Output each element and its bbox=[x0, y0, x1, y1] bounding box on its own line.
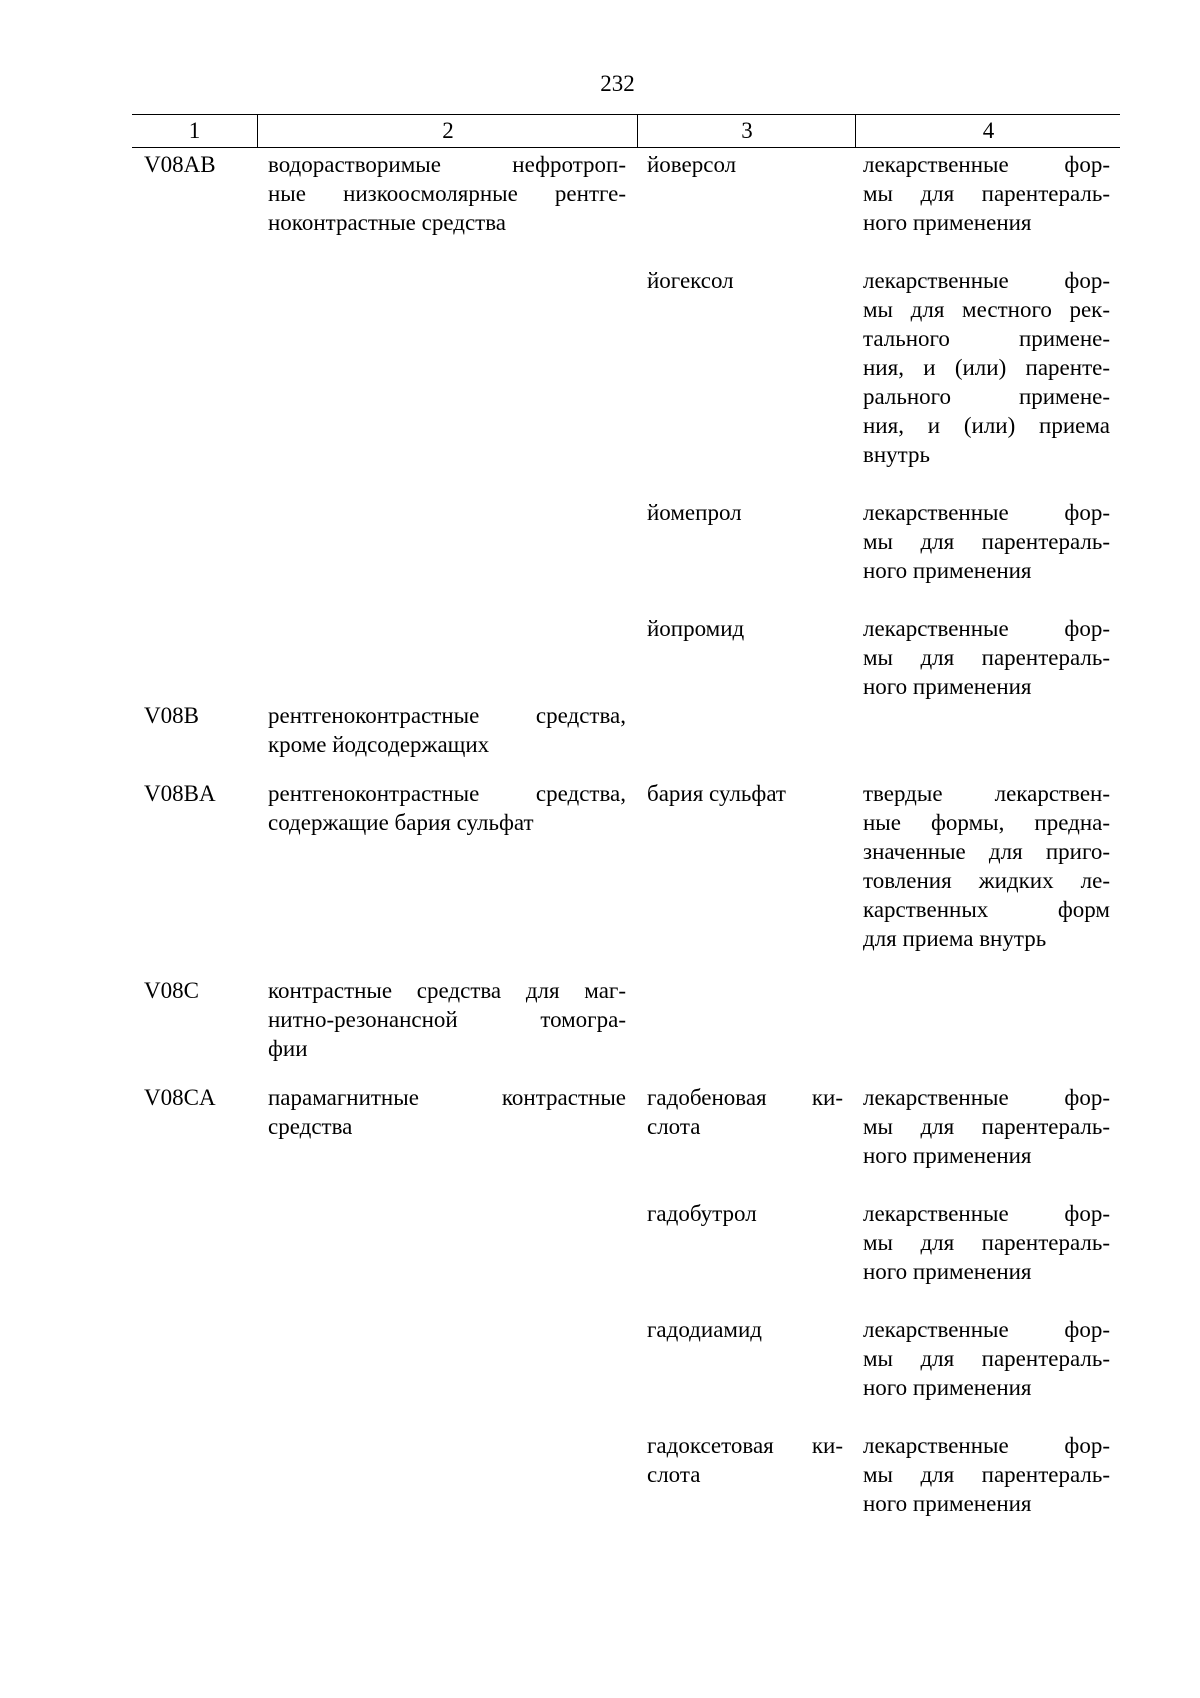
dosage-form bbox=[863, 1431, 1110, 1518]
group-name-line: средства bbox=[268, 1114, 353, 1139]
atc-code: V08B bbox=[144, 703, 199, 728]
drug-name-line: гадобеновая ки- bbox=[647, 1085, 843, 1110]
dosage-form-line: твердые лекарствен- bbox=[863, 781, 1110, 806]
dosage-form-line: ния, и (или) паренте- bbox=[863, 355, 1110, 380]
dosage-form-line: ного применения bbox=[863, 674, 1032, 699]
dosage-form-line: мы для парентераль- bbox=[863, 181, 1110, 206]
page-number: 232 bbox=[600, 71, 635, 96]
dosage-form-line: ного применения bbox=[863, 1143, 1032, 1168]
dosage-form-line: лекарственные фор- bbox=[863, 616, 1110, 641]
dosage-form-line: мы для парентераль- bbox=[863, 1462, 1110, 1487]
atc-code: V08C bbox=[144, 978, 199, 1003]
group-name bbox=[268, 779, 626, 837]
group-name-line: кроме йодсодержащих bbox=[268, 732, 490, 757]
dosage-form bbox=[863, 1315, 1110, 1402]
group-name-line: содержащие бария сульфат bbox=[268, 810, 534, 835]
atc-code: V08BA bbox=[144, 781, 216, 806]
dosage-form bbox=[863, 150, 1110, 237]
dosage-form bbox=[863, 266, 1110, 469]
dosage-form bbox=[863, 1199, 1110, 1286]
dosage-form-line: внутрь bbox=[863, 442, 930, 467]
drug-name bbox=[647, 1431, 843, 1489]
drug-name bbox=[647, 1315, 843, 1344]
group-name-line: фии bbox=[268, 1036, 308, 1061]
group-name-line: ноконтрастные средства bbox=[268, 210, 506, 235]
drug-name bbox=[647, 1199, 843, 1228]
dosage-form-line: для приема внутрь bbox=[863, 926, 1047, 951]
dosage-form bbox=[863, 1083, 1110, 1170]
drug-name bbox=[647, 266, 843, 295]
dosage-form-line: лекарственные фор- bbox=[863, 1201, 1110, 1226]
dosage-form-line: мы для парентераль- bbox=[863, 529, 1110, 554]
group-name bbox=[268, 701, 626, 759]
group-name bbox=[268, 1083, 626, 1141]
dosage-form-line: рального примене- bbox=[863, 384, 1110, 409]
group-name-line: рентгеноконтрастные средства, bbox=[268, 703, 626, 728]
drug-name bbox=[647, 150, 843, 179]
dosage-form-line: мы для парентераль- bbox=[863, 645, 1110, 670]
drug-name-line: гадодиамид bbox=[647, 1317, 762, 1342]
dosage-form bbox=[863, 498, 1110, 585]
dosage-form-line: ного применения bbox=[863, 1491, 1032, 1516]
group-name bbox=[268, 976, 626, 1063]
dosage-form-line: лекарственные фор- bbox=[863, 1085, 1110, 1110]
group-name-line: ные низкоосмолярные рентге- bbox=[268, 181, 626, 206]
group-name-line: нитно-резонансной томогра- bbox=[268, 1007, 626, 1032]
dosage-form bbox=[863, 614, 1110, 701]
drug-name-line: йоверсол bbox=[647, 152, 737, 177]
drug-name-line: йогексол bbox=[647, 268, 734, 293]
dosage-form-line: мы для парентераль- bbox=[863, 1114, 1110, 1139]
drug-name-line: бария сульфат bbox=[647, 781, 786, 806]
drug-name bbox=[647, 779, 843, 808]
header-col-3: 3 bbox=[637, 115, 856, 147]
atc-code: V08AB bbox=[144, 152, 216, 177]
group-name-line: водорастворимые нефротроп- bbox=[268, 152, 626, 177]
dosage-form-line: мы для парентераль- bbox=[863, 1230, 1110, 1255]
group-name-line: контрастные средства для маг- bbox=[268, 978, 626, 1003]
dosage-form-line: карственных форм bbox=[863, 897, 1110, 922]
dosage-form-line: тального примене- bbox=[863, 326, 1110, 351]
dosage-form-line: ного применения bbox=[863, 1259, 1032, 1284]
drug-name-line: гадобутрол bbox=[647, 1201, 757, 1226]
drug-name bbox=[647, 614, 843, 643]
dosage-form-line: лекарственные фор- bbox=[863, 152, 1110, 177]
dosage-form-line: лекарственные фор- bbox=[863, 1433, 1110, 1458]
dosage-form-line: ные формы, предна- bbox=[863, 810, 1110, 835]
header-col-2: 2 bbox=[257, 115, 638, 147]
table-header bbox=[132, 114, 1120, 148]
dosage-form-line: лекарственные фор- bbox=[863, 1317, 1110, 1342]
dosage-form-line: значенные для приго- bbox=[863, 839, 1110, 864]
dosage-form-line: мы для местного рек- bbox=[863, 297, 1110, 322]
group-name-line: рентгеноконтрастные средства, bbox=[268, 781, 626, 806]
dosage-form-line: товления жидких ле- bbox=[863, 868, 1110, 893]
dosage-form bbox=[863, 779, 1110, 953]
group-name-line: парамагнитные контрастные bbox=[268, 1085, 626, 1110]
drug-name bbox=[647, 1083, 843, 1141]
drug-name-line: йопромид bbox=[647, 616, 745, 641]
dosage-form-line: ного применения bbox=[863, 210, 1032, 235]
dosage-form-line: лекарственные фор- bbox=[863, 268, 1110, 293]
group-name bbox=[268, 150, 626, 237]
header-col-1: 1 bbox=[188, 118, 201, 143]
atc-code: V08CA bbox=[144, 1085, 216, 1110]
drug-name-line: слота bbox=[647, 1114, 701, 1139]
dosage-form-line: лекарственные фор- bbox=[863, 500, 1110, 525]
dosage-form-line: ного применения bbox=[863, 558, 1032, 583]
drug-name-line: гадоксетовая ки- bbox=[647, 1433, 843, 1458]
dosage-form-line: мы для парентераль- bbox=[863, 1346, 1110, 1371]
dosage-form-line: ния, и (или) приема bbox=[863, 413, 1110, 438]
dosage-form-line: ного применения bbox=[863, 1375, 1032, 1400]
drug-name-line: слота bbox=[647, 1462, 701, 1487]
drug-name-line: йомепрол bbox=[647, 500, 742, 525]
header-col-4: 4 bbox=[855, 115, 1121, 147]
drug-name bbox=[647, 498, 843, 527]
